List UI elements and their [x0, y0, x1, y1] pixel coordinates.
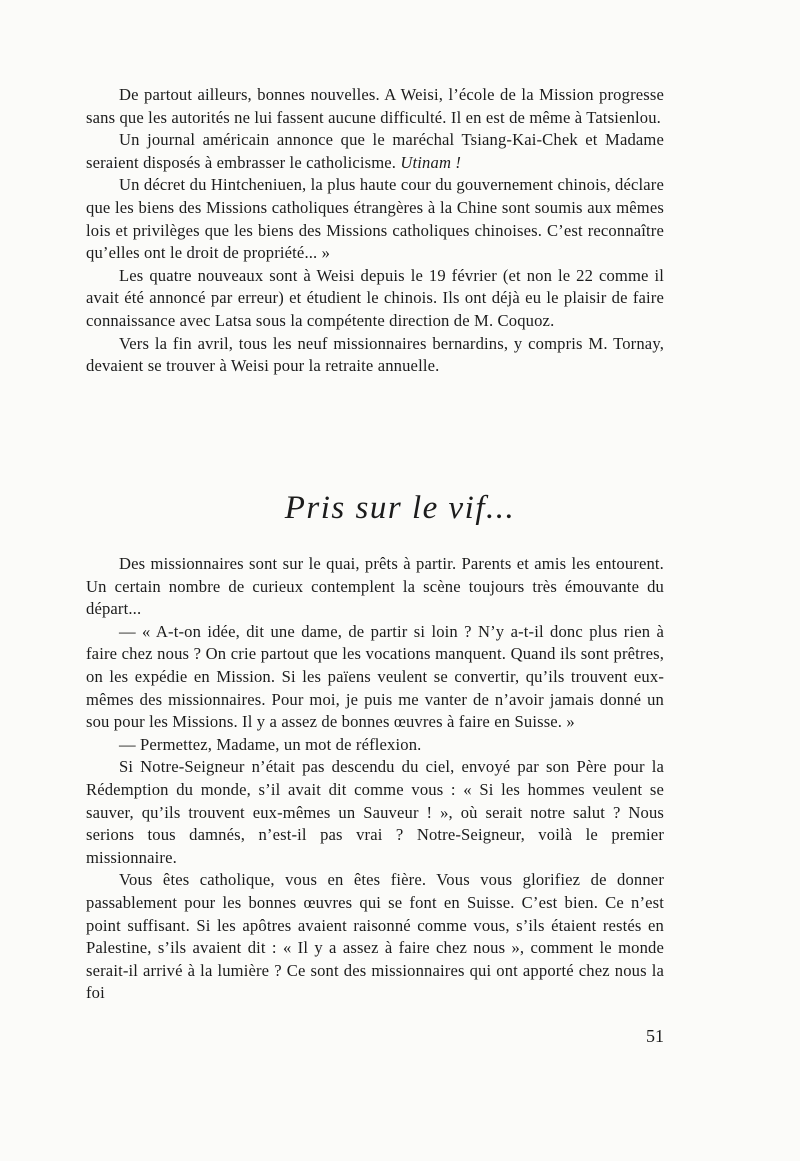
paragraph-hintcheniuen-decree: Un décret du Hintcheniuen, la plus haute cour du gouvernement chinois, déclare que les biens des Missions catholiques étrangères à la Chine sont soumis aux mêmes lois et privilèges que les biens des Missions catholiques chinoises. C’est reconnaître qu’elles ont le droit de propriété... »: [86, 175, 664, 263]
paragraph-first-missionary: Si Notre-Seigneur n’était pas descendu du ciel, envoyé par son Père pour la Rédemption du monde, s’il avait dit comme vous : « Si les hommes veulent se sauver, qu’ils trouvent eux-mêmes un Sauveur ! », où serait notre salut ? Nous serions tous damnés, n’est-il pas vrai ? Notre-Seigneur, voilà le premier missionnaire.: [86, 757, 664, 867]
paragraph-annual-retreat: Vers la fin avril, tous les neuf missionnaires bernardins, y compris M. Tornay, devaient se trouver à Weisi pour la retraite annuelle.: [86, 333, 664, 376]
story-section: [86, 553, 664, 1005]
paragraph-lady-remark: — « A-t-on idée, dit une dame, de partir si loin ? N’y a-t-il donc plus rien à faire chez nous ? On crie partout que les vocations manquent. Quand ils sont prêtres, on les expédie en Mission. Si les païens veulent se convertir, qu’ils trouvent eux-mêmes des missionnaires. Pour moi, je puis me vanter de n’avoir jamais donné un sou pour les Missions. Il y a assez de bonnes œuvres à faire en Suisse. »: [86, 621, 664, 732]
page-number: 51: [646, 1026, 664, 1046]
utinam-exclamation: Utinam !: [400, 152, 462, 172]
news-section: [86, 84, 664, 378]
paragraph-weisi-school: De partout ailleurs, bonnes nouvelles. A Weisi, l’école de la Mission progresse sans que les autorités ne lui fassent aucune difficulté. Il en est de même à Tatsienlou.: [86, 85, 664, 127]
paragraph-four-newcomers: Les quatre nouveaux sont à Weisi depuis le 19 février (et non le 22 comme il avait été annoncé par erreur) et étudient le chinois. Ils ont déjà eu le plaisir de faire connaissance avec Latsa sous la compétente direction de M. Coquoz.: [86, 265, 664, 330]
paragraph-departure-scene: Des missionnaires sont sur le quai, prêts à partir. Parents et amis les entourent. Un certain nombre de curieux contemplent la scène toujours très émouvante du départ...: [86, 554, 664, 619]
paragraph-apostles: Vous êtes catholique, vous en êtes fière. Vous vous glorifiez de donner passablement pour les bonnes œuvres qui se font en Suisse. C’est bien. Ce n’est point suffisant. Si les apôtres avaient raisonné comme vous, s’ils étaient restés en Palestine, s’ils avaient dit : « Il y a assez à faire chez nous », comment le monde serait-il arrivé à la lumière ? Ce sont des missionnaires qui ont apporté chez nous la foi: [86, 870, 664, 1003]
paragraph-tsiang-kai-chek: [86, 129, 664, 174]
section-title: Pris sur le vif...: [284, 490, 516, 526]
paragraph-tsiang-kai-chek-text: Un journal américain annonce que le maréchal Tsiang-Kai-Chek et Madame seraient disposés à embrasser le catholicisme.: [86, 130, 664, 172]
paragraph-reply-intro: — Permettez, Madame, un mot de réflexion.: [119, 734, 422, 754]
